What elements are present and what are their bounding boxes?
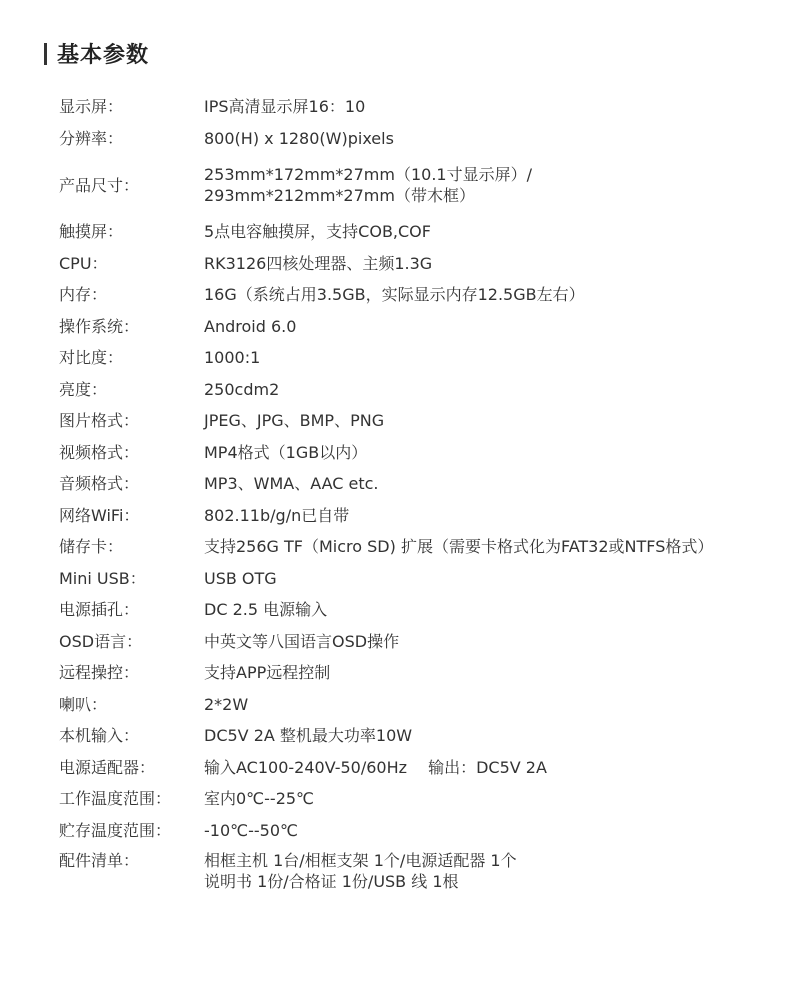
spec-label: 配件清单： xyxy=(59,851,140,870)
spec-label: 分辨率： xyxy=(59,128,124,148)
spec-value xyxy=(204,316,779,337)
spec-label: 视频格式： xyxy=(59,442,140,462)
spec-value-line: 支持256G TF（Micro SD) 扩展（需要卡格式化为FAT32或NTFS格式） xyxy=(204,537,714,557)
spec-value xyxy=(204,850,779,892)
spec-value-line: 253mm*172mm*27mm（10.1寸显示屏）/ xyxy=(204,165,532,184)
spec-value xyxy=(204,442,779,463)
spec-value xyxy=(204,221,779,242)
spec-value xyxy=(204,347,779,368)
spec-label: 亮度： xyxy=(59,379,108,399)
spec-label: 工作温度范围： xyxy=(59,789,172,809)
spec-label: 电源适配器： xyxy=(59,757,156,777)
spec-value xyxy=(204,164,779,206)
spec-row xyxy=(59,374,779,406)
spec-label: 内存： xyxy=(59,285,108,305)
spec-label: 储存卡： xyxy=(59,537,124,557)
spec-value-line: MP4格式（1GB以内） xyxy=(204,442,368,462)
spec-row xyxy=(59,689,779,721)
spec-value-line: 250cdm2 xyxy=(204,379,280,399)
spec-row xyxy=(59,720,779,752)
spec-value xyxy=(204,788,779,809)
spec-value-line: -10℃--50℃ xyxy=(204,820,298,840)
spec-label: 远程操控： xyxy=(59,663,140,683)
spec-value-line: 1000:1 xyxy=(204,348,261,368)
spec-label: 图片格式： xyxy=(59,411,140,431)
spec-row xyxy=(59,815,779,847)
spec-value-line: 支持APP远程控制 xyxy=(204,663,331,683)
spec-value-line: 293mm*212mm*27mm（带木框） xyxy=(204,186,475,205)
spec-value-line: 输入AC100-240V-50/60Hz 输出：DC5V 2A xyxy=(204,757,547,777)
spec-value-line: DC 2.5 电源输入 xyxy=(204,600,328,620)
spec-value-line: Android 6.0 xyxy=(204,316,297,336)
spec-value xyxy=(204,505,779,526)
spec-label: 贮存温度范围： xyxy=(59,820,172,840)
spec-row xyxy=(59,657,779,689)
spec-value xyxy=(204,96,779,117)
spec-label: 显示屏： xyxy=(59,97,124,117)
spec-row xyxy=(59,783,779,815)
spec-label: 网络WiFi： xyxy=(59,505,140,525)
spec-value xyxy=(204,757,779,778)
section-header xyxy=(44,38,149,69)
spec-value xyxy=(204,820,779,841)
spec-row xyxy=(59,846,779,908)
spec-value xyxy=(204,379,779,400)
header-accent-bar xyxy=(44,43,47,65)
spec-value-line: 2*2W xyxy=(204,694,249,714)
section-title: 基本参数 xyxy=(57,43,150,68)
spec-value-line: 5点电容触摸屏，支持COB,COF xyxy=(204,222,431,242)
spec-row xyxy=(59,342,779,374)
spec-label: 操作系统： xyxy=(59,316,140,336)
spec-row xyxy=(59,154,779,216)
spec-value-line: MP3、WMA、AAC etc. xyxy=(204,474,379,494)
spec-value xyxy=(204,662,779,683)
spec-row xyxy=(59,500,779,532)
spec-row xyxy=(59,752,779,784)
spec-label: 喇叭： xyxy=(59,694,108,714)
spec-label: CPU： xyxy=(59,253,108,273)
spec-label: Mini USB： xyxy=(59,568,146,588)
spec-label: 本机输入： xyxy=(59,726,140,746)
spec-value xyxy=(204,599,779,620)
spec-row xyxy=(59,248,779,280)
spec-row xyxy=(59,468,779,500)
spec-list xyxy=(59,91,779,908)
spec-label: OSD语言： xyxy=(59,631,143,651)
spec-value-line: JPEG、JPG、BMP、PNG xyxy=(204,411,385,431)
spec-value-line: IPS高清显示屏16：10 xyxy=(204,97,366,117)
spec-value xyxy=(204,284,779,305)
spec-value-line: DC5V 2A 整机最大功率10W xyxy=(204,726,413,746)
spec-value-line: 中英文等八国语言OSD操作 xyxy=(204,631,400,651)
spec-value-line: 802.11b/g/n已自带 xyxy=(204,505,350,525)
spec-label: 对比度： xyxy=(59,348,124,368)
spec-value xyxy=(204,128,779,149)
spec-value-line: USB OTG xyxy=(204,568,277,588)
spec-label: 电源插孔： xyxy=(59,600,140,620)
spec-value xyxy=(204,694,779,715)
spec-value-line: RK3126四核处理器、主频1.3G xyxy=(204,253,433,273)
spec-label: 产品尺寸： xyxy=(59,175,140,195)
spec-value-line: 室内0℃--25℃ xyxy=(204,789,315,809)
spec-row xyxy=(59,91,779,123)
spec-row xyxy=(59,531,779,563)
spec-row xyxy=(59,405,779,437)
spec-value xyxy=(204,536,779,557)
spec-value xyxy=(204,410,779,431)
spec-row xyxy=(59,311,779,343)
spec-value xyxy=(204,725,779,746)
spec-row xyxy=(59,216,779,248)
spec-row xyxy=(59,563,779,595)
spec-value xyxy=(204,253,779,274)
spec-value xyxy=(204,568,779,589)
spec-row xyxy=(59,123,779,155)
spec-label: 触摸屏： xyxy=(59,222,124,242)
spec-row xyxy=(59,594,779,626)
spec-row xyxy=(59,626,779,658)
spec-value xyxy=(204,473,779,494)
spec-value-line: 说明书 1份/合格证 1份/USB 线 1根 xyxy=(204,872,459,891)
spec-value-line: 相框主机 1台/相框支架 1个/电源适配器 1个 xyxy=(204,851,517,870)
spec-value-line: 16G（系统占用3.5GB，实际显示内存12.5GB左右） xyxy=(204,285,585,305)
spec-label: 音频格式： xyxy=(59,474,140,494)
spec-row xyxy=(59,279,779,311)
spec-value-line: 800(H) x 1280(W)pixels xyxy=(204,128,394,148)
spec-row xyxy=(59,437,779,469)
spec-value xyxy=(204,631,779,652)
